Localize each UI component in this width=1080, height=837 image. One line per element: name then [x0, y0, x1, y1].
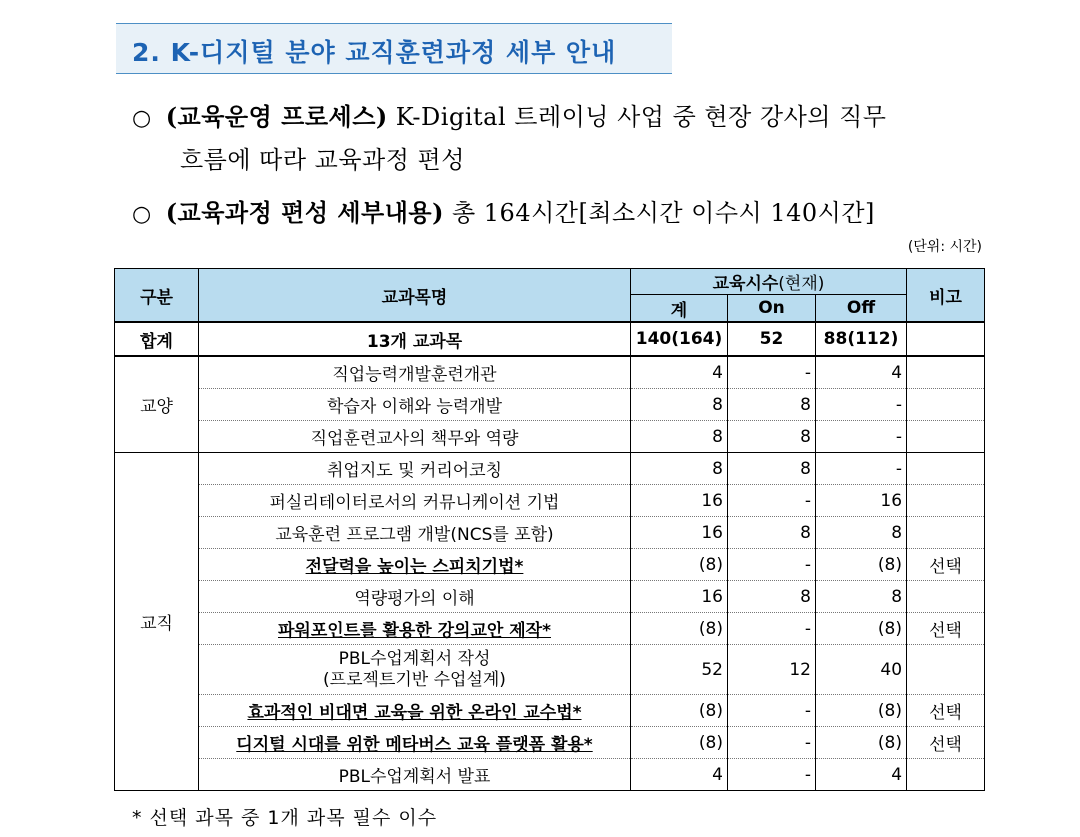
subject-cell: 역량평가의 이해 [199, 581, 631, 613]
on-cell: - [728, 485, 816, 517]
table-row-optional [115, 549, 985, 581]
subject-cell: 교육훈련 프로그램 개발(NCS를 포함) [199, 517, 631, 549]
table-row-optional [115, 613, 985, 645]
off-cell: 40 [816, 645, 907, 695]
header-category: 구분 [115, 269, 199, 323]
header-on: On [728, 295, 816, 323]
bullet-continuation: 흐름에 따라 교육과정 편성 [180, 146, 465, 174]
header-subject: 교과목명 [199, 269, 631, 323]
note-cell [907, 645, 985, 695]
on-cell: - [728, 613, 816, 645]
sum-label: 합계 [115, 322, 199, 356]
on-cell: 8 [728, 453, 816, 485]
off-cell: (8) [816, 727, 907, 759]
note-cell [907, 485, 985, 517]
header-total: 계 [631, 295, 728, 323]
subject-cell: 취업지도 및 커리어코칭 [199, 453, 631, 485]
table-row [115, 485, 985, 517]
circle-bullet-icon: ○ [132, 106, 152, 131]
off-cell: - [816, 421, 907, 453]
subject-cell: PBL수업계획서 발표 [199, 759, 631, 791]
note-cell: 선택 [907, 613, 985, 645]
sum-total: 140(164) [631, 322, 728, 356]
subject-cell-optional: 디지털 시대를 위한 메타버스 교육 플랫폼 활용* [199, 727, 631, 759]
bullet-text: K-Digital 트레이닝 사업 중 현장 강사의 직무 [395, 103, 887, 131]
bullet-heading: (교육과정 편성 세부내용) [165, 198, 444, 227]
on-cell: - [728, 727, 816, 759]
note-cell: 선택 [907, 727, 985, 759]
sum-subject: 13개 교과목 [199, 322, 631, 356]
total-cell: 8 [631, 421, 728, 453]
curriculum-table [114, 268, 985, 791]
table-row [115, 453, 985, 485]
off-cell: - [816, 389, 907, 421]
off-cell: 4 [816, 356, 907, 389]
table-row-optional [115, 695, 985, 727]
table-row [115, 759, 985, 791]
total-cell: (8) [631, 695, 728, 727]
subject-cell: 직업능력개발훈련개관 [199, 356, 631, 389]
total-cell: (8) [631, 613, 728, 645]
total-cell: 4 [631, 356, 728, 389]
on-cell: - [728, 695, 816, 727]
note-cell [907, 356, 985, 389]
on-cell: - [728, 759, 816, 791]
off-cell: - [816, 453, 907, 485]
bullet-heading: (교육운영 프로세스) [165, 102, 388, 131]
table-row [115, 645, 985, 695]
off-cell: 8 [816, 517, 907, 549]
note-cell [907, 389, 985, 421]
total-cell: 16 [631, 485, 728, 517]
header-hours-sub: (현재) [778, 274, 825, 294]
sum-off: 88(112) [816, 322, 907, 356]
header-hours-label: 교육시수 [712, 274, 779, 294]
footnote: * 선택 과목 중 1개 과목 필수 이수 [132, 807, 438, 829]
note-cell [907, 453, 985, 485]
section-title: 2. K-디지털 분야 교직훈련과정 세부 안내 [132, 38, 617, 67]
subject-cell: 퍼실리테이터로서의 커뮤니케이션 기법 [199, 485, 631, 517]
circle-bullet-icon: ○ [132, 202, 152, 227]
note-cell: 선택 [907, 695, 985, 727]
total-cell: 52 [631, 645, 728, 695]
note-cell [907, 581, 985, 613]
table-row [115, 389, 985, 421]
on-cell: 8 [728, 581, 816, 613]
section-heading [116, 23, 672, 74]
on-cell: 8 [728, 389, 816, 421]
on-cell: - [728, 549, 816, 581]
total-cell: 4 [631, 759, 728, 791]
off-cell: 16 [816, 485, 907, 517]
subject-cell-optional: 효과적인 비대면 교육을 위한 온라인 교수법* [199, 695, 631, 727]
header-hours [631, 269, 907, 295]
off-cell: 4 [816, 759, 907, 791]
sum-row [115, 322, 985, 356]
subject-cell-optional: 파워포인트를 활용한 강의교안 제작* [199, 613, 631, 645]
unit-label: (단위: 시간) [907, 239, 982, 255]
sum-on: 52 [728, 322, 816, 356]
total-cell: 8 [631, 453, 728, 485]
on-cell: 8 [728, 421, 816, 453]
sum-note [907, 322, 985, 356]
subject-cell: 직업훈련교사의 책무와 역량 [199, 421, 631, 453]
total-cell: 8 [631, 389, 728, 421]
subject-cell: 학습자 이해와 능력개발 [199, 389, 631, 421]
note-cell [907, 421, 985, 453]
note-cell: 선택 [907, 549, 985, 581]
header-off: Off [816, 295, 907, 323]
subject-cell-optional: 전달력을 높이는 스피치기법* [199, 549, 631, 581]
table-row [115, 581, 985, 613]
table-row-optional [115, 727, 985, 759]
on-cell: 12 [728, 645, 816, 695]
table-row [115, 421, 985, 453]
total-cell: 16 [631, 517, 728, 549]
off-cell: (8) [816, 613, 907, 645]
table-row [115, 356, 985, 389]
group-label: 교양 [115, 356, 199, 453]
bullet-curriculum [132, 193, 875, 228]
bullet-process [132, 97, 886, 132]
bullet-text: 총 164시간[최소시간 이수시 140시간] [451, 199, 875, 227]
total-cell: 16 [631, 581, 728, 613]
total-cell: (8) [631, 549, 728, 581]
subject-line-2: (프로젝트기반 수업설계) [323, 669, 506, 690]
group-label: 교직 [115, 453, 199, 791]
header-note: 비고 [907, 269, 985, 323]
off-cell: (8) [816, 549, 907, 581]
table-row [115, 517, 985, 549]
on-cell: 8 [728, 517, 816, 549]
off-cell: 8 [816, 581, 907, 613]
on-cell: - [728, 356, 816, 389]
subject-line-1: PBL수업계획서 작성 [338, 648, 491, 669]
off-cell: (8) [816, 695, 907, 727]
subject-cell [199, 645, 631, 695]
note-cell [907, 517, 985, 549]
note-cell [907, 759, 985, 791]
total-cell: (8) [631, 727, 728, 759]
